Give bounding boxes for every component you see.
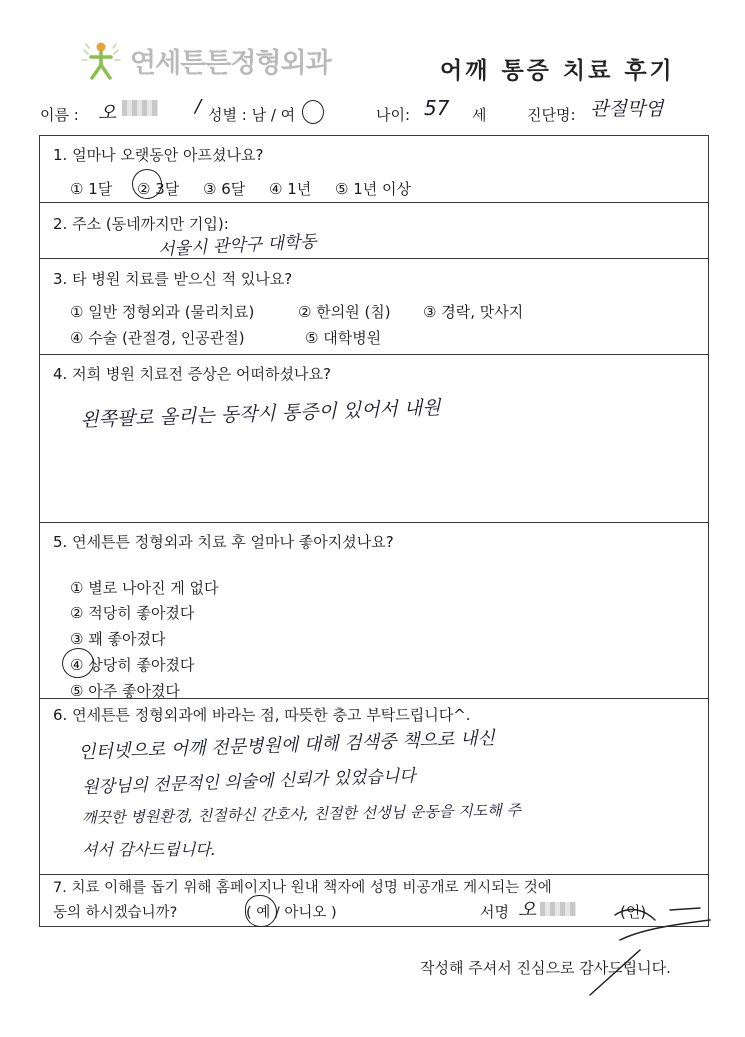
question-4-section	[40, 355, 708, 523]
q5-option-5: ⑤ 아주 좋아졌다	[70, 682, 180, 700]
signature-flourish-icon	[560, 880, 720, 1000]
q6-answer-line-2: 원장님의 전문적인 의술에 신뢰가 있었습니다	[81, 766, 416, 798]
q3-option-1: ① 일반 정형외과 (물리치료)	[70, 303, 255, 321]
q1-option-1: ① 1달	[70, 180, 113, 198]
q5-option-3: ③ 꽤 좋아졌다	[70, 630, 166, 648]
question-7-text-line-2: 동의 하시겠습니까?	[53, 905, 178, 921]
gender-label: 성별 : 남 / 여	[208, 106, 296, 124]
signature-label: 서명	[480, 903, 509, 921]
gender-female-circle	[302, 100, 324, 124]
q6-answer-line-4: 셔서 감사드립니다.	[82, 840, 216, 859]
question-4-text: 4. 저희 병원 치료전 증상은 어떠하셨나요?	[53, 365, 331, 383]
patient-info-row	[40, 98, 720, 128]
diagnosis-label: 진단명:	[527, 106, 576, 124]
q2-answer: 서울시 관악구 대학동	[157, 231, 318, 261]
q7-yes-circle	[245, 895, 277, 927]
q1-option-3: ③ 6달	[203, 180, 246, 198]
q3-option-4: ④ 수술 (관절경, 인공관절)	[70, 329, 245, 347]
signature-value: 오	[518, 899, 537, 921]
q1-option-4: ④ 1년	[269, 180, 312, 198]
clinic-logo	[78, 38, 331, 82]
q5-option-2: ② 적당히 좋아졌다	[70, 604, 195, 622]
age-value: 57	[424, 96, 450, 120]
seal-label: (인)	[620, 903, 647, 921]
name-value: 오	[98, 102, 117, 124]
question-1-section	[40, 136, 708, 203]
name-redaction	[122, 100, 158, 116]
question-2-section	[40, 203, 708, 259]
q3-option-2: ② 한의원 (침)	[298, 303, 391, 321]
q6-answer-line-1: 인터넷으로 어깨 전문병원에 대해 검색중 책으로 내신	[77, 727, 496, 764]
question-6-text: 6. 연세튼튼 정형외과에 바라는 점, 따뜻한 충고 부탁드립니다^.	[53, 706, 471, 724]
question-3-text: 3. 타 병원 치료를 받으신 적 있나요?	[53, 270, 293, 288]
q4-answer: 왼쪽팔로 올리는 동작시 통증이 있어서 내원	[79, 396, 441, 432]
q1-option-5: ⑤ 1년 이상	[335, 180, 411, 198]
q1-option-2: ② 3달	[137, 180, 180, 198]
diagnosis-value: 관절막염	[590, 98, 664, 120]
thanks-message: 작성해 주셔서 진심으로 감사드립니다.	[420, 959, 671, 977]
q3-option-3: ③ 경락, 맛사지	[423, 303, 524, 321]
question-5-text: 5. 연세튼튼 정형외과 치료 후 얼마나 좋아지셨나요?	[53, 533, 394, 551]
q6-answer-line-3: 깨끗한 병원환경, 친절하신 간호사, 친절한 선생님 운동을 지도해 주	[81, 801, 522, 827]
q3-option-5: ⑤ 대학병원	[305, 329, 382, 347]
clinic-logo-icon	[78, 38, 124, 82]
question-3-section	[40, 259, 708, 355]
survey-form	[39, 135, 709, 927]
question-2-text: 2. 주소 (동네까지만 기입):	[53, 215, 229, 233]
question-1-text: 1. 얼마나 오랫동안 아프셨나요?	[53, 146, 264, 164]
name-label: 이름 :	[40, 106, 79, 124]
age-label: 나이:	[376, 106, 411, 124]
document-title: 어깨 통증 치료 후기	[440, 58, 675, 84]
q7-consent-options: ( 예 / 아니오 )	[246, 905, 337, 921]
question-6-section	[40, 699, 708, 875]
name-slash: /	[195, 96, 202, 117]
clinic-logo-text: 연세튼튼정형외과	[130, 47, 331, 79]
question-5-section	[40, 523, 708, 699]
age-unit: 세	[472, 106, 487, 124]
q5-option-4: ④ 상당히 좋아졌다	[70, 656, 195, 674]
q5-selected-circle	[60, 645, 97, 680]
q5-option-1: ① 별로 나아진 게 없다	[70, 579, 219, 597]
question-7-text-line-1: 7. 치료 이해를 돕기 위해 홈페이지나 원내 책자에 성명 비공개로 게시되는 것에	[53, 880, 552, 896]
